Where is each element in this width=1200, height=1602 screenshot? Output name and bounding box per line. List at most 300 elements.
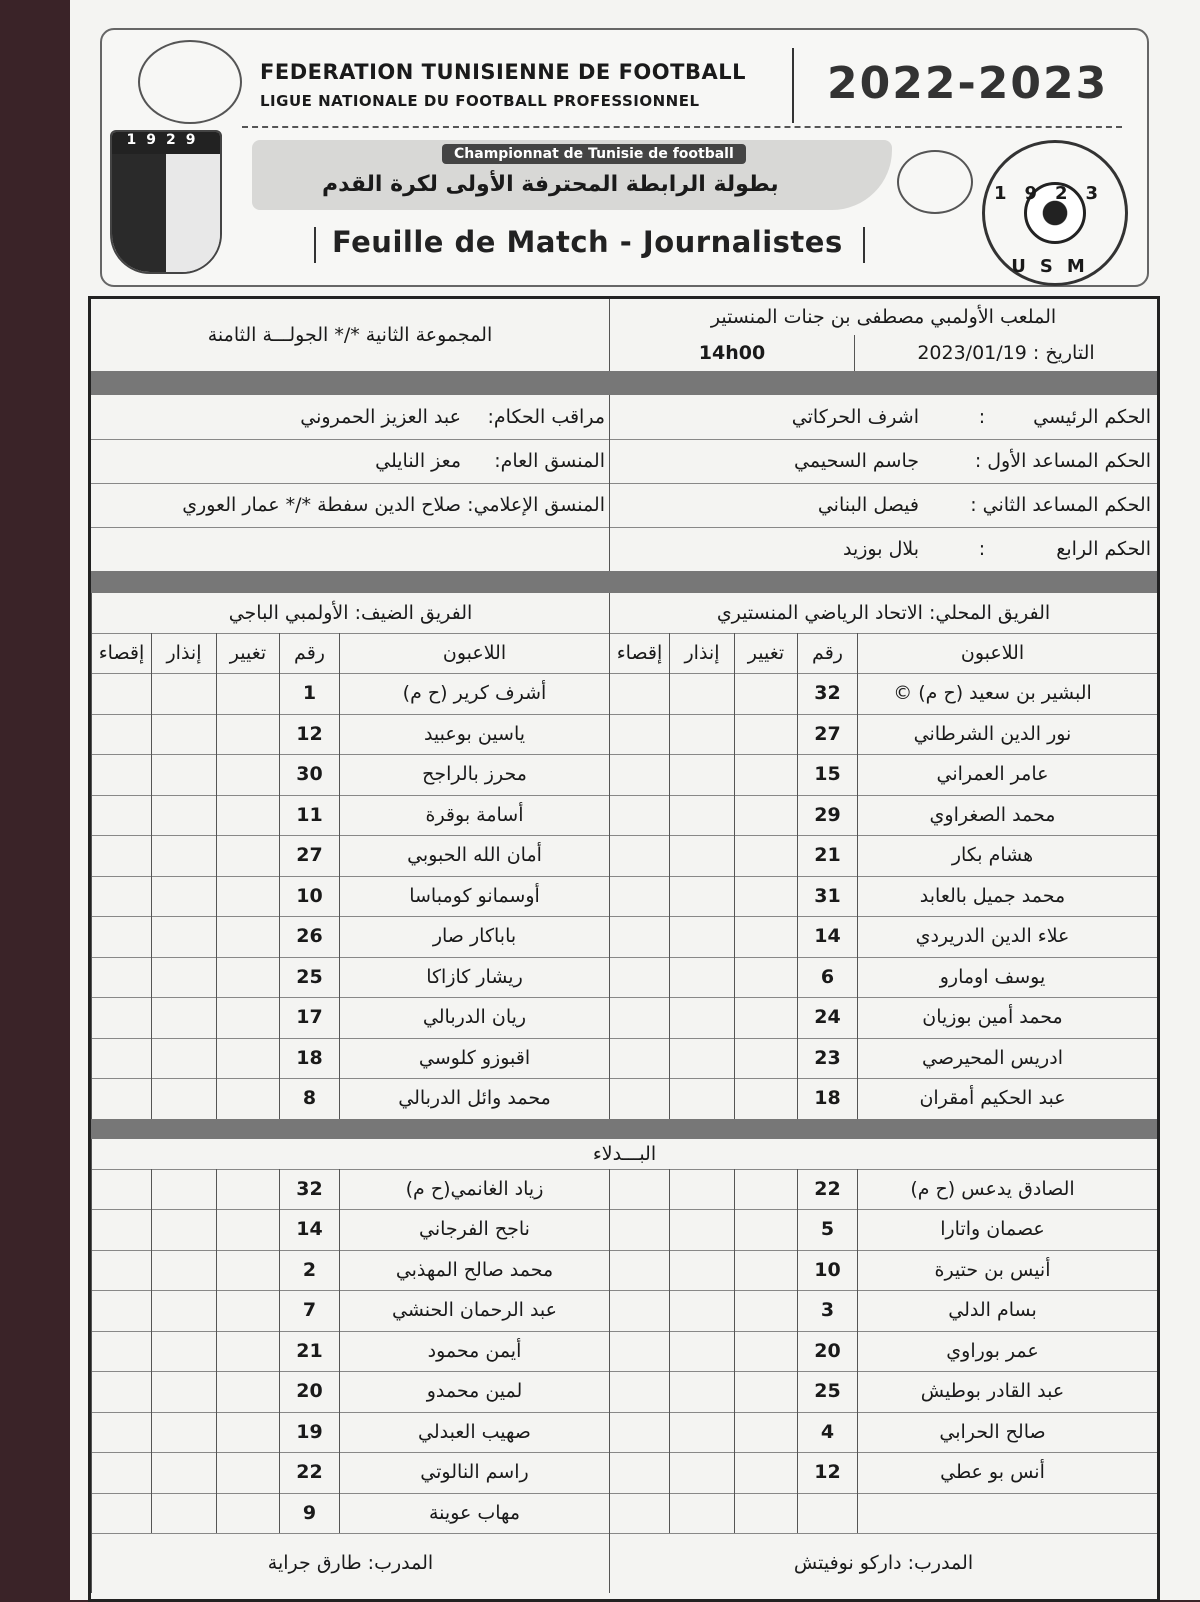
team-names-row [91,593,1157,634]
starter-row [91,1078,1157,1120]
home-expel-cell [609,876,669,917]
stadium-row [91,299,1157,346]
away-expel-cell [91,1038,151,1079]
away-sub-cell [216,835,279,876]
home-player-name [857,1412,1127,1453]
away-player-number-text: 26 [296,925,323,948]
home-player-number [797,876,857,917]
home-player-name [857,1169,1127,1210]
home-player-number-text: 5 [820,1218,835,1241]
home-player-name-text: عامر العمراني [936,763,1049,786]
away-player-name-text: عبد الرحمان الحنشي [392,1299,557,1322]
home-player-name [857,1078,1127,1119]
home-warn-cell [669,1038,734,1079]
away-player-name [339,714,609,755]
home-player-number-text: 27 [814,722,841,745]
home-sub-cell [734,1078,797,1119]
home-player-number [797,1412,857,1453]
away-sub-cell [216,1452,279,1493]
away-player-name [339,795,609,836]
divider [609,439,611,483]
home-player-number-text: 18 [814,1087,841,1110]
usm-logo: 1923 USM [982,140,1128,286]
divider [609,395,611,439]
home-coach [609,1533,1157,1593]
home-player-number-text: 14 [814,925,841,948]
banner-arabic: بطولة الرابطة المحترفة الأولى لكرة القدم [322,172,779,197]
away-expel-cell [91,876,151,917]
official-label-ar2-text: الحكم المساعد الثاني : [970,494,1151,516]
away-warn-cell [151,1452,216,1493]
home-warn-cell [669,1078,734,1119]
away-warn-cell [151,1250,216,1291]
home-warn-cell [669,673,734,714]
away-player-number [279,1038,339,1079]
banner-french: Championnat de Tunisie de football [442,144,746,164]
home-sub-cell [734,754,797,795]
home-sub-cell [734,1493,797,1534]
away-player-name [339,1331,609,1372]
home-player-name [857,916,1127,957]
away-player-name [339,1371,609,1412]
home-player-number [797,1169,857,1210]
home-warn-cell [669,1412,734,1453]
home-warn-cell [669,714,734,755]
home-sub-cell [734,957,797,998]
sub-row [91,1290,1157,1332]
home-player-number [797,916,857,957]
home-player-number-text: 12 [814,1461,841,1484]
sub-row [91,1493,1157,1535]
home-player-name-text: البشير بن سعيد (ح م) © [893,682,1092,705]
away-player-name-text: صهيب العبدلي [418,1420,531,1443]
away-header-expel-text: إقصاء [98,642,145,664]
home-expel-cell [609,835,669,876]
away-player-name-text: زياد الغانمي(ح م) [405,1177,544,1200]
home-player-name [857,1331,1127,1372]
home-sub-cell [734,1412,797,1453]
home-player-number [797,957,857,998]
away-player-number-text: 7 [302,1299,317,1322]
home-player-name-text: يوسف اومارو [939,965,1046,988]
home-player-number [797,754,857,795]
away-player-number-text: 12 [296,722,323,745]
home-player-number-text: 23 [814,1046,841,1069]
home-sub-cell [734,1250,797,1291]
home-sub-cell [734,673,797,714]
sub-row [91,1250,1157,1292]
home-expel-cell [609,754,669,795]
away-player-number-text: 11 [296,803,323,826]
home-expel-cell [609,997,669,1038]
away-header-warn [151,633,216,673]
official-main_ref [619,395,919,439]
home-player-name [857,754,1127,795]
away-player-number-text: 30 [296,763,323,786]
home-player-number [797,1371,857,1412]
home-warn-cell [669,795,734,836]
away-player-name [339,1038,609,1079]
home-player-number-text: 4 [820,1420,835,1443]
home-player-name-text: محمد جميل بالعابد [919,884,1066,907]
home-player-name-text: أنس بو عطي [940,1461,1045,1484]
official-colon-fourth [972,527,992,571]
away-player-number [279,997,339,1038]
official-fourth [619,527,919,571]
away-player-name [339,1412,609,1453]
season: 2022-2023 [827,58,1109,109]
home-player-name [857,1452,1127,1493]
home-player-number [797,714,857,755]
home-coach-text: المدرب: داركو نوفيتش [793,1552,974,1574]
stadium-text: الملعب الأولمبي مصطفى بن جنات المنستير [710,306,1057,328]
home-player-name [857,1209,1127,1250]
home-player-number-text: 29 [814,803,841,826]
home-player-name-text: صالح الحرابي [939,1420,1046,1443]
away-player-number [279,835,339,876]
away-player-name [339,1169,609,1210]
dashed-divider [242,126,1122,128]
away-warn-cell [151,1078,216,1119]
away-sub-cell [216,673,279,714]
home-player-name [857,876,1127,917]
official-label-ar1-text: الحكم المساعد الأول : [974,450,1151,472]
home-header-name-text: اللاعبون [960,642,1025,664]
away-sub-cell [216,1038,279,1079]
away-player-name-text: محرز بالراجح [422,763,527,786]
starter-row [91,1038,1157,1080]
home-player-name [857,1290,1127,1331]
federation-name: FEDERATION TUNISIENNE DE FOOTBALL [260,60,746,84]
away-expel-cell [91,1078,151,1119]
home-player-number [797,1290,857,1331]
home-player-name-text: بسام الدلي [948,1299,1037,1322]
home-expel-cell [609,1078,669,1119]
home-player-number-text: 20 [814,1339,841,1362]
official-label-media_label [467,483,609,527]
away-warn-cell [151,957,216,998]
officials-row-3 [91,527,1157,572]
away-expel-cell [91,714,151,755]
divider [609,527,611,571]
home-player-name-text: نور الدين الشرطاني [913,722,1072,745]
away-sub-cell [216,957,279,998]
home-expel-cell [609,1290,669,1331]
away-player-name-text: راسم النالوتي [420,1461,529,1484]
home-player-name [857,1250,1127,1291]
away-sub-cell [216,1078,279,1119]
officials-row-1 [91,439,1157,484]
home-player-name [857,1371,1127,1412]
away-player-name-text: أوسمانو كومباسا [409,884,540,907]
away-coach-text: المدرب: طارق جراية [267,1552,434,1574]
match-date [854,335,1157,371]
time-date-row [91,335,1157,372]
home-warn-cell [669,1290,734,1331]
away-team-name-text: الفريق الضيف: الأولمبي الباجي [228,602,473,624]
away-player-name-text: محمد وائل الدربالي [398,1087,551,1110]
sub-row [91,1412,1157,1454]
away-header-name [339,633,609,673]
home-sub-cell [734,916,797,957]
away-player-name [339,916,609,957]
home-player-name [857,714,1127,755]
away-sub-cell [216,714,279,755]
starter-row [91,916,1157,958]
away-expel-cell [91,1290,151,1331]
away-player-number [279,1290,339,1331]
home-player-number-text: 10 [814,1258,841,1281]
divider [609,483,611,527]
official-label-coordinator_label-text: المنسق العام: [494,450,605,472]
away-player-number [279,1169,339,1210]
match-sheet [70,0,1200,1600]
home-player-name [857,1038,1127,1079]
home-warn-cell [669,1371,734,1412]
away-warn-cell [151,1209,216,1250]
home-expel-cell [609,673,669,714]
away-header-sub-text: تغيير [229,642,267,664]
home-warn-cell [669,754,734,795]
official-media-text: صلاح الدين سفطة */* عمار العوري [182,494,461,516]
home-expel-cell [609,957,669,998]
away-header-expel [91,633,151,673]
home-header-warn-text: إنذار [684,642,720,664]
home-warn-cell [669,997,734,1038]
official-label-fourth [987,527,1157,571]
away-player-number [279,876,339,917]
away-player-number-text: 8 [302,1087,317,1110]
home-sub-cell [734,1209,797,1250]
home-player-number-text: 22 [814,1177,841,1200]
away-player-number-text: 2 [302,1258,317,1281]
away-warn-cell [151,795,216,836]
olympique-beja-logo: 1929 [110,130,222,274]
separator-bar-1 [91,371,1157,395]
official-coordinator [131,439,471,483]
header-divider [792,48,794,123]
home-player-number [797,1331,857,1372]
home-warn-cell [669,876,734,917]
starter-row [91,997,1157,1039]
away-player-name [339,754,609,795]
away-sub-cell [216,1209,279,1250]
separator-bar-3 [91,1119,1157,1139]
home-expel-cell [609,916,669,957]
official-media [131,483,471,527]
home-warn-cell [669,1452,734,1493]
away-expel-cell [91,1250,151,1291]
official-label-ref_observer_label [471,395,609,439]
home-sub-cell [734,714,797,755]
away-player-name [339,957,609,998]
away-coach [91,1533,609,1593]
official-fourth-text: بلال بوزيد [842,538,919,560]
sub-row [91,1371,1157,1413]
home-player-number-text: 21 [814,844,841,867]
away-player-number-text: 14 [296,1218,323,1241]
away-player-name [339,1493,609,1534]
home-sub-cell [734,1169,797,1210]
home-player-number [797,1209,857,1250]
away-player-name-text: اقبوزو كلوسي [418,1046,531,1069]
away-player-name [339,673,609,714]
kickoff-time-text: 14h00 [698,342,766,364]
away-expel-cell [91,673,151,714]
away-player-name-text: باباكار صار [432,925,517,948]
home-sub-cell [734,997,797,1038]
official-ref_observer [131,395,471,439]
official-colon-main_ref-text: : [978,406,986,428]
coach-row [91,1533,1157,1593]
column-header-row [91,633,1157,674]
away-warn-cell [151,997,216,1038]
home-player-number [797,1038,857,1079]
home-player-number [797,1078,857,1119]
official-label-main_ref-text: الحكم الرئيسي [1033,406,1151,428]
home-header-num-text: رقم [812,642,843,664]
away-player-name-text: أيمن محمود [427,1339,522,1362]
home-expel-cell [609,1331,669,1372]
home-sub-cell [734,1331,797,1372]
official-colon-fourth-text: : [978,538,986,560]
federation-logo [138,40,242,124]
away-warn-cell [151,1412,216,1453]
away-player-name-text: محمد صالح المهذبي [395,1258,554,1281]
official-label-ref_observer_label-text: مراقب الحكام: [487,406,605,428]
home-header-sub [734,633,797,673]
sub-row [91,1331,1157,1373]
home-sub-cell [734,1452,797,1493]
starter-row [91,714,1157,756]
away-expel-cell [91,835,151,876]
home-expel-cell [609,795,669,836]
match-date-text: التاريخ : 2023/01/19 [917,342,1095,364]
home-warn-cell [669,835,734,876]
sub-row [91,1452,1157,1494]
away-player-number-text: 19 [296,1420,323,1443]
away-player-name-text: ناجح الفرجاني [419,1218,530,1241]
away-warn-cell [151,1331,216,1372]
away-player-name [339,1290,609,1331]
away-player-number [279,1412,339,1453]
away-expel-cell [91,754,151,795]
official-label-media_label-text: المنسق الإعلامي: [467,494,605,516]
away-warn-cell [151,1290,216,1331]
home-player-name-text: محمد الصغراوي [929,803,1056,826]
official-coordinator-text: معز النايلي [375,450,461,472]
home-warn-cell [669,957,734,998]
away-warn-cell [151,673,216,714]
official-label-coordinator_label [471,439,609,483]
home-player-name [857,1493,1127,1534]
home-player-number-text: 32 [814,682,841,705]
group-round-text: المجموعة الثانية */* الجولـــة الثامنة [207,324,493,346]
away-expel-cell [91,916,151,957]
starter-row [91,876,1157,918]
away-expel-cell [91,997,151,1038]
home-warn-cell [669,1169,734,1210]
official-label-ar1 [974,439,1157,483]
away-player-number [279,754,339,795]
home-sub-cell [734,1038,797,1079]
away-sub-cell [216,916,279,957]
away-player-name-text: أسامة بوقرة [425,803,524,826]
away-warn-cell [151,1371,216,1412]
home-player-number [797,795,857,836]
away-player-name-text: ريان الدربالي [422,1006,527,1029]
away-player-number-text: 27 [296,844,323,867]
away-player-name [339,1452,609,1493]
home-player-number [797,835,857,876]
away-warn-cell [151,876,216,917]
away-expel-cell [91,957,151,998]
home-player-name [857,957,1127,998]
away-warn-cell [151,835,216,876]
sheet-title: Feuille de Match - Journalistes [332,225,843,259]
away-player-number [279,916,339,957]
away-player-number [279,1250,339,1291]
official-label-main_ref [987,395,1157,439]
away-player-name-text: أمان الله الحبوبي [407,844,542,867]
home-expel-cell [609,1493,669,1534]
away-warn-cell [151,1169,216,1210]
home-player-number [797,1250,857,1291]
away-header-sub [216,633,279,673]
away-team-name [91,593,609,633]
away-player-number-text: 10 [296,884,323,907]
home-header-sub-text: تغيير [747,642,785,664]
home-player-number-text: 6 [820,965,835,988]
away-sub-cell [216,1290,279,1331]
away-sub-cell [216,1331,279,1372]
home-player-number [797,1493,857,1534]
sheet-header [100,28,1149,287]
home-sub-cell [734,876,797,917]
away-player-number [279,1078,339,1119]
official-ar1-text: جاسم السحيمي [794,450,919,472]
home-team-name-text: الفريق المحلي: الاتحاد الرياضي المنستيري [716,602,1051,624]
league-name: LIGUE NATIONALE DU FOOTBALL PROFESSIONNEL [260,92,700,110]
match-grid [88,296,1160,1602]
home-expel-cell [609,1038,669,1079]
away-player-name-text: ريشار كازاكا [426,965,523,988]
away-player-name [339,876,609,917]
away-player-number-text: 32 [296,1177,323,1200]
away-player-number [279,714,339,755]
home-player-number-text: 15 [814,763,841,786]
home-header-name [857,633,1127,673]
official-ar2 [619,483,919,527]
away-sub-cell [216,795,279,836]
away-expel-cell [91,1493,151,1534]
away-expel-cell [91,1371,151,1412]
home-player-number [797,1452,857,1493]
home-expel-cell [609,714,669,755]
away-sub-cell [216,1371,279,1412]
away-sub-cell [216,1412,279,1453]
away-header-num-text: رقم [294,642,325,664]
home-header-expel [609,633,669,673]
separator-bar-2 [91,571,1157,593]
substitutes-label [91,1139,1157,1169]
starter-row [91,795,1157,837]
home-expel-cell [609,1412,669,1453]
away-sub-cell [216,1250,279,1291]
official-colon-main_ref [972,395,992,439]
home-player-name [857,673,1127,714]
away-player-number [279,795,339,836]
